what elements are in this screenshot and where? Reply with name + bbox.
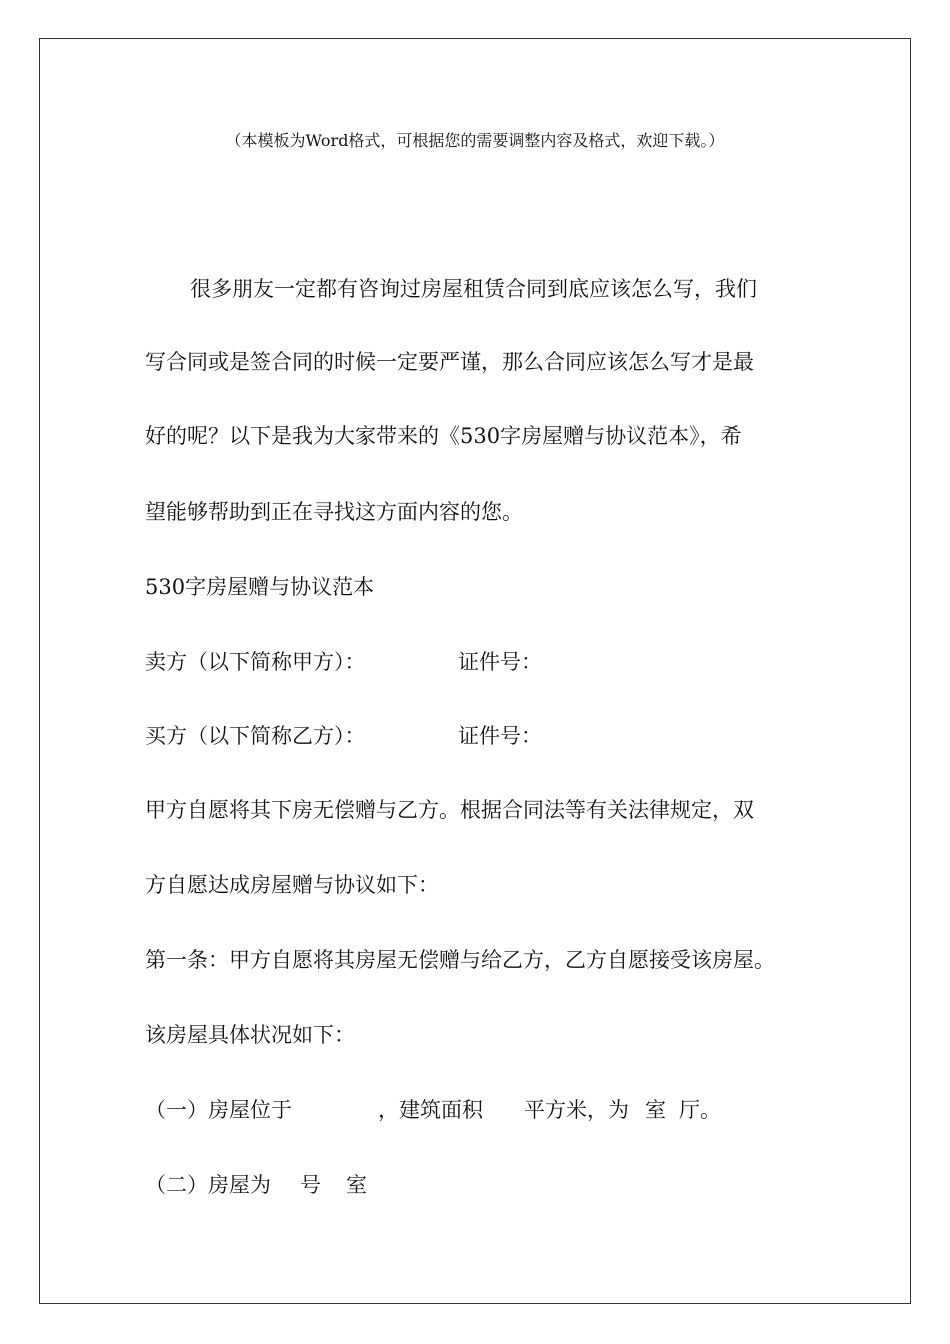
item-1-part: 室 [645,1098,666,1122]
buyer-label: 买方（以下简称乙方）： [145,724,366,748]
paragraph-line: 甲方自愿将其下房无偿赠与乙方。根据合同法等有关法律规定，双 [145,798,754,822]
seller-id-label: 证件号： [458,650,542,674]
item-1-part: 平方米，为 [524,1098,629,1122]
paragraph-line: 写合同或是签合同的时候一定要严谨，那么合同应该怎么写才是最 [145,350,754,374]
item-1-part: （一）房屋位于 [145,1098,292,1122]
seller-label: 卖方（以下简称甲方）： [145,650,366,674]
paragraph-line: 很多朋友一定都有咨询过房屋租赁合同到底应该怎么写，我们 [190,277,757,301]
buyer-id-label: 证件号： [458,724,542,748]
paragraph-line: 望能够帮助到正在寻找这方面内容的您。 [145,500,523,524]
item-2-part: （二）房屋为 [145,1173,271,1197]
item-1-part: ，建筑面积 [378,1098,483,1122]
agreement-title: 530字房屋赠与协议范本 [145,575,375,599]
item-2-part: 号 [300,1173,321,1197]
item-2-part: 室 [346,1173,367,1197]
paragraph-line: 好的呢？以下是我为大家带来的《530字房屋赠与协议范本》，希 [145,424,742,448]
article-line: 该房屋具体状况如下： [145,1023,355,1047]
item-1-part: 厅。 [679,1098,721,1122]
paragraph-line: 方自愿达成房屋赠与协议如下： [145,873,439,897]
article-line: 第一条：甲方自愿将其房屋无偿赠与给乙方，乙方自愿接受该房屋。 [145,948,775,972]
header-note: （本模板为Word格式，可根据您的需要调整内容及格式，欢迎下载。） [225,131,725,150]
